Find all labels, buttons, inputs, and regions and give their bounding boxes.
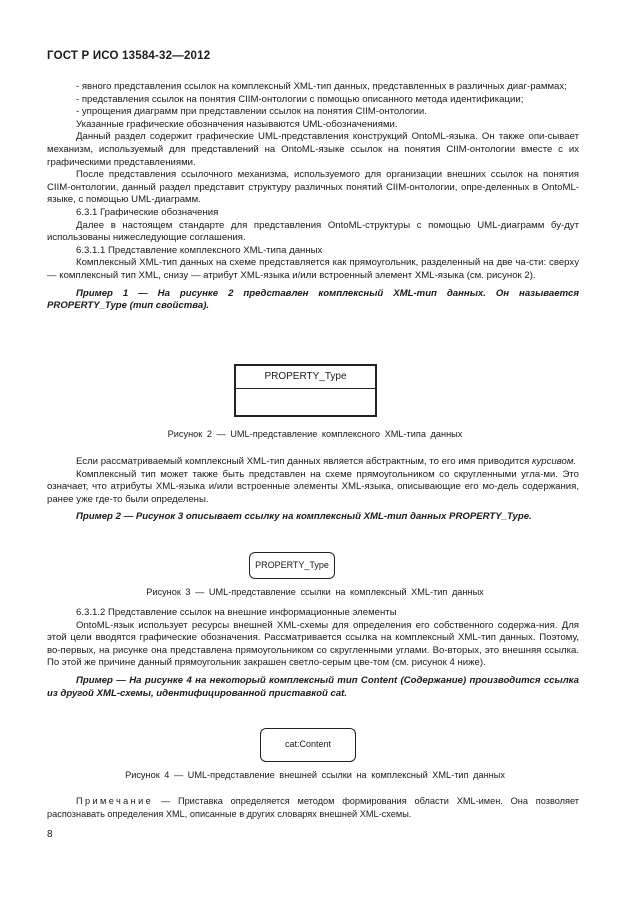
section-heading: 6.3.1.1 Представление комплексного XML-типа данных — [76, 244, 323, 256]
text-block-1 — [47, 81, 579, 313]
uml-complex-type-box — [234, 364, 377, 417]
italic-word: курсивом. — [531, 456, 577, 467]
document-header: ГОСТ Р ИСО 13584-32—2012 — [47, 50, 211, 62]
paragraph: OntoML-язык использует ресурсы внешней XML-схемы для определения его собственного содержа-ния. Для этой цели вводятся графические обозначения. Рассматривается ссылка на комплексный XML-тип данных. Поэтому, во-первых, на рисунке она представлена прямоугольником со скругленными углами. Во-вторых, это внешняя ссылка. По этой же причине данный прямоугольник закрашен светло-серым цве-том (см. рисунок 4 ниже). — [47, 619, 579, 669]
paragraph — [47, 456, 579, 469]
section-heading: 6.3.1 Графические обозначения — [76, 206, 219, 218]
paragraph: Комплексный XML-тип данных на схеме представляется как прямоугольник, разделенный на две ча-сти: сверху — комплексный тип XML, снизу — атрибут XML-языка и/или встроенный элемент XML-языка (см. рисунок 2). — [47, 257, 579, 281]
example-text: Пример 1 — На рисунке 2 представлен комплексный XML-тип данных. Он называется PROPERTY_Type (тип свойства). — [47, 287, 579, 312]
paragraph: Указанные графические обозначения называются UML-обозначениями. — [76, 118, 398, 130]
uml-external-reference-box: cat:Content — [260, 728, 356, 762]
figure-caption: Рисунок 3 — UML-представление ссылки на комплексный XML-тип данных — [146, 587, 484, 597]
note-label: Примечание — [76, 796, 154, 806]
page-number: 8 — [47, 829, 53, 840]
paragraph: Данный раздел содержит графические UML-представления конструкций OntoML-языка. Он также опи-сывает механизм, используемый для представлений на OntoML-языке ссылок на понятия CIIM-онтологии вместе с их графическими представлениями. — [47, 131, 579, 168]
note-block — [47, 795, 579, 820]
section-heading: 6.3.1.2 Представление ссылок на внешние информационные элементы — [76, 607, 397, 618]
example-text: Пример 2 — Рисунок 3 описывает ссылку на комплексный XML-тип данных PROPERTY_Type. — [76, 511, 532, 523]
text-block-2 — [47, 456, 579, 524]
list-item: - явного представления ссылок на комплексный XML-тип данных, представленных в различных диаг-раммах; — [76, 81, 567, 92]
paragraph-text: Если рассматриваемый комплексный XML-тип данных является абстрактным, то его имя приводится — [76, 456, 530, 467]
paragraph: Комплексный тип может также быть представлен на схеме прямоугольником со скругленными угла-ми. Это означает, что атрибуты XML-языка и/или встроенные элементы XML-языка, описывающие его мо-дель содержания, ранее уже где-то были определены. — [47, 468, 579, 505]
uml-reference-box: PROPERTY_Type — [249, 552, 335, 579]
list-item: - упрощения диаграмм при представлении ссылок на понятия CIIM-онтологии. — [76, 106, 427, 118]
paragraph: Далее в настоящем стандарте для представления OntoML-структуры с помощью UML-диаграмм бу-дут использованы нижеследующие соглашения. — [47, 219, 579, 244]
note-text: — Приставка определяется методом формирования области XML-имен. Она позволяет распознавать определения XML, описанные в других словарях внешней XML-схемы. — [47, 796, 579, 819]
figure-caption: Рисунок 4 — UML-представление внешней ссылки на комплексный XML-тип данных — [125, 770, 505, 780]
list-item: - представления ссылок на понятия CIIM-онтологии с помощью описанного метода идентификации; — [76, 93, 524, 105]
note-paragraph — [47, 795, 579, 820]
uml-box-label: PROPERTY_Type — [236, 366, 375, 389]
text-block-3 — [47, 607, 579, 700]
figure-caption: Рисунок 2 — UML-представление комплексного XML-типа данных — [167, 429, 463, 439]
example-text: Пример — На рисунке 4 на некоторый комплексный тип Content (Содержание) производится ссылка из другой XML-схемы, идентифицированной приставкой cat. — [47, 674, 579, 699]
paragraph: После представления ссылочного механизма, используемого для организации внешних ссылок на понятия CIIM-онтологии, данный раздел представит структуру различных понятий CIIM-онтологии, опре-деленных в OntoML-языке, с помощью UML-диаграмм. — [47, 169, 579, 206]
